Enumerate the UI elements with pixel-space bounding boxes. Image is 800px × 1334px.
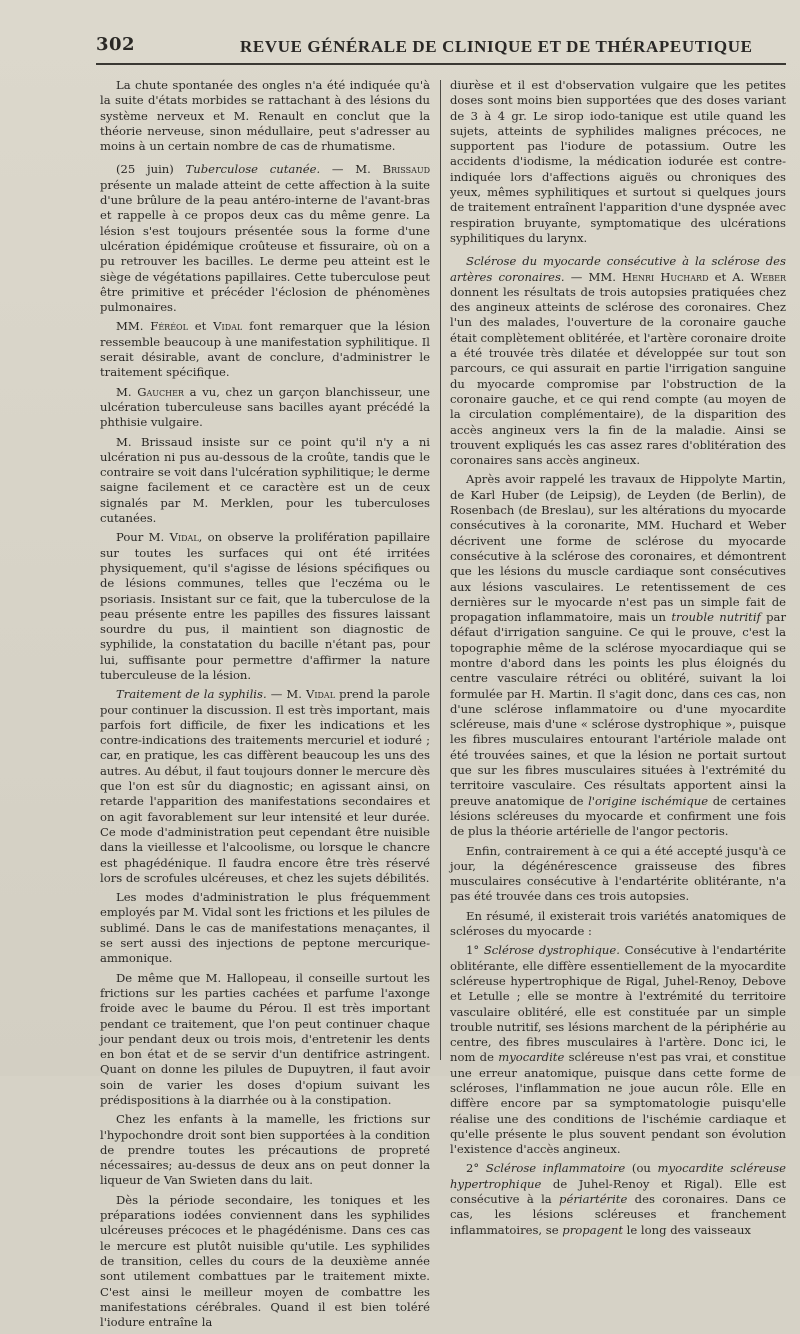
left-column	[100, 78, 430, 1334]
paragraph: M. Gaucher a vu, chez un garçon blanchisseur, une ulcération tuberculeuse sans bacilles ayant précédé la phthisie vulgaire.	[100, 384, 430, 430]
paragraph: La chute spontanée des ongles n'a été indiquée qu'à la suite d'états morbides se rattachant à des lésions du système nerveux et M. Renault en conclut que la théorie nerveuse, sinon médullaire, peut s'adresser au moins à un certain nombre de cas de rhumatisme.	[100, 78, 430, 154]
paragraph: Dès la période secondaire, les toniques et les préparations iodées conviennent dans les syphilides ulcéreuses précoces et le phagédénisme. Dans ces cas le mercure est plutôt nuisible qu'utile. Les syphilides de transition, celles du cours de la deuxième année sont utilement combattues par le traitement mixte. C'est ainsi le meilleur moyen de combattre les manifestations cérébrales. Quand il est bien toléré l'iodure entraîne la	[100, 1192, 430, 1330]
author-name: Féréol	[150, 319, 188, 334]
author-name: Henri Huchard	[622, 269, 709, 284]
paragraph: MM. Féréol et Vidal font remarquer que la lésion ressemble beaucoup à une manifestation syphilitique. Il serait désirable, avant de conclure, d'administrer le traitement spécifique.	[100, 319, 431, 380]
page-header	[96, 34, 786, 64]
section-sclerose-myocarde: Sclérose du myocarde consécutive à la sclérose des artères coronaires. — MM. Henri Huchard et A. Weber donnent les résultats de trois autopsies pratiquées chez des angineux atteints de sclérose des coronaires. Chez l'un des malades, l'ouverture de la coronaire gauche était complètement oblitérée, et l'artère coronaire droite a été trouvée très dilatée et développée sur tout son parcours, ce qui assurait en partie l'irrigation sanguine du myocarde compromise par l'obstruction de la coronaire gauche, et ce qui rend compte (au moyen de la circulation complémentaire), de la disparition des accès angineux vers la fin de la maladie. Ainsi se trouvent expliqués les cas assez rares d'oblitération des coronaires sans accès angineux.	[450, 254, 786, 468]
item-title: Sclérose inflammatoire	[485, 1161, 626, 1176]
author-name: Weber	[750, 269, 786, 284]
list-item-sclerose-inflammatoire: 2° Sclérose inflammatoire (ou myocardite scléreuse hypertrophique de Juhel-Renoy et Rigal). Elle est consécutive à la périartérite des coronaires. Dans ce cas, les lésions scléreuses et franchement inflammatoires, se propagent le long des vaisseaux	[450, 1161, 787, 1237]
author-name: Gaucher	[137, 384, 184, 399]
author-name: Vidal	[169, 530, 199, 545]
paragraph: M. Brissaud insiste sur ce point qu'il n'y a ni ulcération ni pus au-dessous de la croûte, tandis que le contraire se voit dans l'ulcération syphilitique; le derme saigne facilement et ce caractère est un de ceux signalés par M. Merklen, pour les tuberculoses cutanées.	[100, 434, 430, 526]
page-number: 302	[96, 34, 136, 55]
section-tuberculose-cutanee: (25 juin) Tuberculose cutanée. — M. Brissaud présente un malade atteint de cette affection à la suite d'une brûlure de la peau antéro-interne de l'avant-bras et rappelle à ce propos deux cas du même genre. La lésion s'est toujours présentée sous la forme d'une ulcération épidémique croûteuse et fissuraire, où on a pu retrouver les bacilles. Le derme peu atteint est le siège de végétations papillaires. Cette tuberculose peut être primitive et précéder l'éclosion de phénomènes pulmonaires.	[100, 162, 431, 315]
paragraph: Les modes d'administration le plus fréquemment employés par M. Vidal sont les frictions et les pilules de sublimé. Dans le cas de manifestations menaçantes, il se sert aussi des injections de peptone mercurique-ammonique.	[100, 890, 430, 966]
author-name: Vidal	[305, 687, 336, 702]
date: (25 juin)	[116, 162, 174, 177]
section-traitement-syphilis: Traitement de la syphilis. — M. Vidal prend la parole pour continuer la discussion. Il est très important, mais parfois fort difficile, de fixer les indications et les contre-indications des traitements mercuriel et ioduré ; car, en pratique, les cas diffèrent beaucoup les uns des autres. Au début, il faut toujours donner le mercure dès que l'on est sûr du diagnostic; en agissant ainsi, on retarde l'apparition des manifestations secondaires et on agit favorablement sur leur intensité et leur durée. Ce mode d'administration peut cependant être nuisible dans la vieillesse et l'alcoolisme, ou lorsque le chancre est phagédénique. Il faudra encore être très réservé lors de scrofules ulcéreuses, et chez les sujets débilités.	[100, 687, 430, 885]
paragraph: diurèse et il est d'observation vulgaire que les petites doses sont moins bien supportées que des doses variant de 3 à 4 gr. Le sirop iodo-tanique est utile quand les sujets, atteints de syphilides malignes précoces, ne supportent pas l'iodure de potassium. Outre les accidents d'iodisme, la médication iodurée est contre-indiquée lors d'affections aiguës ou chroniques des yeux, mêmes syphilitiques et surtout si quelques jours de traitement entraînent l'apparition d'une dyspnée avec respiration bruyante, symptomatique des ulcérations syphilitiques du larynx.	[450, 78, 786, 245]
paragraph: Enfin, contrairement à ce qui a été accepté jusqu'à ce jour, la dégénérescence graisseuse des fibres musculaires consécutive à l'endartérite oblitérante, n'a pas été trouvée dans ces trois autopsies.	[450, 843, 786, 904]
section-title: Tuberculose cutanée.	[185, 162, 321, 177]
header-rule	[96, 63, 786, 65]
list-item-sclerose-dystrophique: 1° Sclérose dystrophique. Consécutive à l'endartérite oblitérante, elle diffère essentiellement de la myocardite scléreuse hypertrophique de Rigal, Juhel-Renoy, Debove et Letulle ; elle se montre à l'extrémité du territoire vasculaire oblitéré, elle est constituée par un simple trouble nutritif, ses lésions marchent de la périphérie au centre, des fibres musculaires à l'artère. Donc ici, le nom de myocardite scléreuse n'est pas vrai, et constitue une erreur anatomique, puisque dans cette forme de scléroses, l'inflammation ne joue aucun rôle. Elle en diffère encore par sa symptomatologie puisqu'elle réalise une des conditions de l'ischémie cardiaque et qu'elle présente le plus souvent pendant son évolution l'existence d'accès angineux.	[450, 943, 787, 1157]
section-title: Sclérose du myocarde consécutive à la sclérose des artères coronaires.	[450, 254, 786, 284]
right-column	[450, 78, 786, 1242]
section-title: Traitement de la syphilis.	[116, 687, 267, 702]
column-divider	[440, 80, 441, 1060]
paragraph: Après avoir rappelé les travaux de Hippolyte Martin, de Karl Huber (de Leipsig), de Leyden (de Berlin), de Rosenbach (de Breslau), sur les altérations du myocarde consécutives à la coronarite, MM. Huchard et Weber décrivent une forme de sclérose du myocarde consécutive à la sclérose des coronaires, et démontrent que les lésions du muscle cardiaque sont consécutives aux lésions vasculaires. Le retentissement de ces dernières sur le myocarde n'est pas un simple fait de propagation inflammatoire, mais un trouble nutritif par défaut d'irrigation sanguine. Ce qui le prouve, c'est la topographie même de la sclérose myocardiaque qui se montre d'abord dans les points les plus éloignés du centre vasculaire rétréci ou oblitéré, suivant la loi formulée par H. Martin. Il s'agit donc, dans ces cas, non d'une sclérose inflammatoire ou d'une myocardite scléreuse, mais d'une « sclérose dystrophique », puisque les fibres musculaires entourant l'artériole malade ont été trouvées saines, et que la lésion ne portait surtout que sur les fibres musculaires situées à l'extrémité du territoire vasculaire. Ces résultats apportent ainsi la preuve anatomique de l'origine ischémique de certaines lésions scléreuses du myocarde et confirment une fois de plus la théorie artérielle de l'angor pectoris.	[450, 472, 787, 839]
paragraph: Pour M. Vidal, on observe la prolifération papillaire sur toutes les surfaces qui ont été irritées physiquement, qu'il s'agisse de lésions spécifiques ou de lésions communes, telles que l'eczéma ou le psoriasis. Insistant sur ce fait, que la tuberculose de la peau présente entre les papilles des fissures laissant sourdre du pus, il maintient son diagnostic de syphilide, la constatation du bacille n'étant pas, pour lui, suffisante pour permettre d'affirmer la nature tuberculeuse de la lésion.	[100, 530, 431, 682]
paragraph: En résumé, il existerait trois variétés anatomiques de scléroses du myocarde :	[450, 908, 786, 939]
running-title: REVUE GÉNÉRALE DE CLINIQUE ET DE THÉRAPEUTIQUE	[240, 37, 753, 56]
paragraph: De même que M. Hallopeau, il conseille surtout les frictions sur les parties cachées et parfume l'axonge froide avec le baume du Pérou. Il est très important pendant ce traitement, que l'on peut continuer chaque jour pendant deux ou trois mois, d'entretenir les dents en bon état et de se servir d'un dentifrice astringent. Quant on donne les pilules de Dupuytren, il faut avoir soin de varier les doses d'opium suivant les prédispositions à la diarrhée ou à la constipation.	[100, 970, 430, 1107]
item-title: Sclérose dystrophique.	[483, 943, 620, 958]
author-name: Brissaud	[382, 162, 431, 177]
paragraph: Chez les enfants à la mamelle, les frictions sur l'hypochondre droit sont bien supportées à la condition de prendre toutes les précautions de propreté nécessaires; au-dessus de deux ans on peut donner la liqueur de Van Swieten dans du lait.	[100, 1112, 430, 1188]
author-name: Vidal	[213, 319, 243, 334]
